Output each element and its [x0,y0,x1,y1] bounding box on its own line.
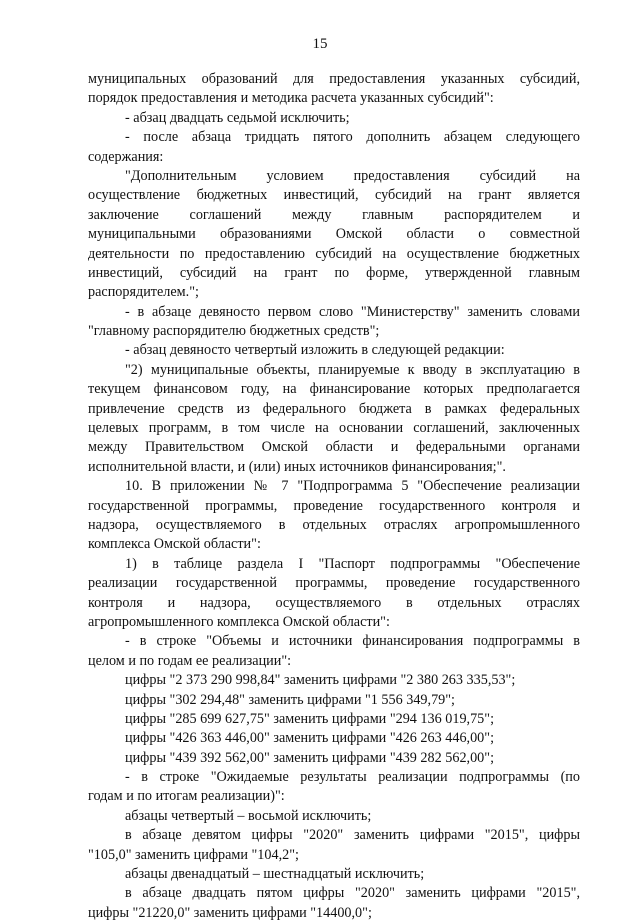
text-line: деятельности по предоставлению субсидий на осуществление бюджетных [88,245,580,262]
text-line: цифры "426 363 446,00" заменить цифрами "426 263 446,00"; [125,730,495,747]
text-line: осуществление бюджетных инвестиций, субсидий на грант является [88,187,580,204]
text-line: в абзаце двадцать пятом цифры "2020" заменить цифрами "2015", [125,885,580,902]
text-line: абзацы четвертый – восьмой исключить; [125,807,372,824]
text-line: - абзац двадцать седьмой исключить; [125,109,350,126]
text-line: "главному распорядителю бюджетных средств"; [88,323,380,340]
text-line: 1) в таблице раздела I "Паспорт подпрограммы "Обеспечение [125,555,580,572]
text-line: - в строке "Ожидаемые результаты реализации подпрограммы (по [125,769,580,786]
text-line: текущем финансовом году, на финансирование которых предполагается [88,381,580,398]
text-line: надзора, осуществляемого в отдельных отраслях агропромышленного [88,516,580,533]
text-line: цифры "302 294,48" заменить цифрами "1 556 349,79"; [125,691,455,708]
text-line: между Правительством Омской области и федеральными органами [88,439,580,456]
text-line: абзацы двенадцатый – шестнадцатый исключить; [125,866,425,883]
text-line: цифры "21220,0" заменить цифрами "14400,0"; [88,904,372,921]
text-line: государственной программы, проведение государственного контроля и [88,497,580,514]
text-line: заключение соглашений между главным распорядителем и [88,206,580,223]
text-line: 10. В приложении № 7 "Подпрограмма 5 "Обеспечение реализации [125,478,580,495]
text-line: в абзаце девятом цифры "2020" заменить цифрами "2015", цифры [125,827,580,844]
text-line: целом и по годам ее реализации": [88,652,292,669]
document-body [88,70,580,923]
text-line: "105,0" заменить цифрами "104,2"; [88,846,299,863]
text-line: цифры "439 392 562,00" заменить цифрами "439 282 562,00"; [125,749,495,766]
text-line: порядок предоставления и методика расчета указанных субсидий": [88,90,494,107]
text-line: содержания: [88,148,164,165]
text-line: реализации государственной программы, проведение государственного [88,575,580,592]
text-line: - в абзаце девяносто первом слово "Министерству" заменить словами [125,303,580,320]
text-line: - после абзаца тридцать пятого дополнить абзацем следующего [125,129,580,146]
text-line: инвестиций, субсидий на грант по форме, утвержденной главным [88,264,580,281]
text-line: "Дополнительным условием предоставления субсидий на [125,167,580,184]
page-number: 15 [312,36,328,52]
text-line: годам и по итогам реализации)": [88,788,285,805]
text-line: цифры "285 699 627,75" заменить цифрами "294 136 019,75"; [125,710,495,727]
text-line: целевых программ, в том числе на основании соглашений, заключенных [88,420,580,437]
text-line: привлечение средств из федерального бюджета в рамках федеральных [88,400,580,417]
text-line: - абзац девяносто четвертый изложить в следующей редакции: [125,342,505,359]
text-line: исполнительной власти, и (или) иных источников финансирования;". [88,458,506,475]
text-line: "2) муниципальные объекты, планируемые к вводу в эксплуатацию в [125,361,580,378]
text-line: комплекса Омской области": [88,536,261,553]
text-line: - в строке "Объемы и источники финансирования подпрограммы в [125,633,580,650]
text-line: агропромышленного комплекса Омской области": [88,613,390,630]
text-line: муниципальных образований для предоставления указанных субсидий, [88,71,580,87]
text-line: муниципальными образованиями Омской области о совместной [88,226,580,243]
text-line: распорядителем."; [88,284,199,301]
text-line: цифры "2 373 290 998,84" заменить цифрами "2 380 263 335,53"; [125,672,516,689]
text-line: контроля и надзора, осуществляемого в отдельных отраслях [88,594,580,611]
